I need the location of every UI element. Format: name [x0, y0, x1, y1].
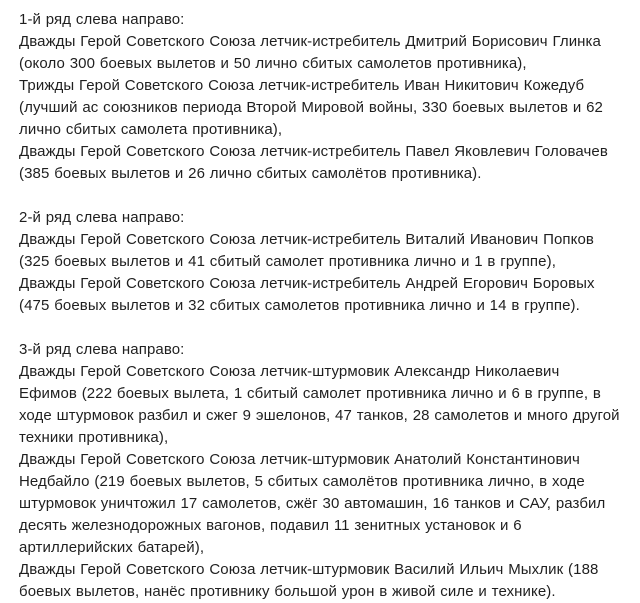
pilot-entry: Дважды Герой Советского Союза летчик-истребитель Дмитрий Борисович Глинка (около 300 боевых вылетов и 50 лично сбитых самолетов противника), — [19, 33, 601, 72]
pilot-entry: Дважды Герой Советского Союза летчик-истребитель Виталий Иванович Попков (325 боевых вылетов и 41 сбитый самолет противника лично и 1 в группе), — [19, 231, 594, 270]
row-section-2 — [19, 207, 622, 317]
section-heading: 1-й ряд слева направо: — [19, 11, 185, 28]
pilot-entry: Дважды Герой Советского Союза летчик-истребитель Андрей Егорович Боровых (475 боевых вылетов и 32 сбитых самолетов противника лично и 14 в группе). — [19, 275, 595, 314]
pilot-entry: Дважды Герой Советского Союза летчик-штурмовик Анатолий Константинович Недбайло (219 боевых вылетов, 5 сбитых самолётов противника лично, в ходе штурмовок уничтожил 17 самолетов, сжёг 30 автомашин, 16 танков и САУ, разбил десять железнодорожных вагонов, подавил 11 зенитных установок и 6 артиллерийских батарей), — [19, 451, 606, 556]
row-section-3 — [19, 339, 622, 603]
section-heading: 2-й ряд слева направо: — [19, 209, 185, 226]
pilot-entry: Дважды Герой Советского Союза летчик-штурмовик Александр Николаевич Ефимов (222 боевых вылета, 1 сбитый самолет противника лично и 6 в группе, в ходе штурмовок разбил и сжег 9 эшелонов, 47 танков, 28 самолетов и много другой техники противника), — [19, 363, 620, 446]
row-section-1 — [19, 9, 622, 185]
section-heading: 3-й ряд слева направо: — [19, 341, 185, 358]
pilot-entry: Трижды Герой Советского Союза летчик-истребитель Иван Никитович Кожедуб (лучший ас союзников периода Второй Мировой войны, 330 боевых вылетов и 62 лично сбитых самолета противника), — [19, 77, 603, 138]
pilot-entry: Дважды Герой Советского Союза летчик-истребитель Павел Яковлевич Головачев (385 боевых вылетов и 26 лично сбитых самолётов противника). — [19, 143, 608, 182]
pilot-entry: Дважды Герой Советского Союза летчик-штурмовик Василий Ильич Мыхлик (188 боевых вылетов, нанёс противнику большой урон в живой силе и технике). — [19, 561, 599, 600]
